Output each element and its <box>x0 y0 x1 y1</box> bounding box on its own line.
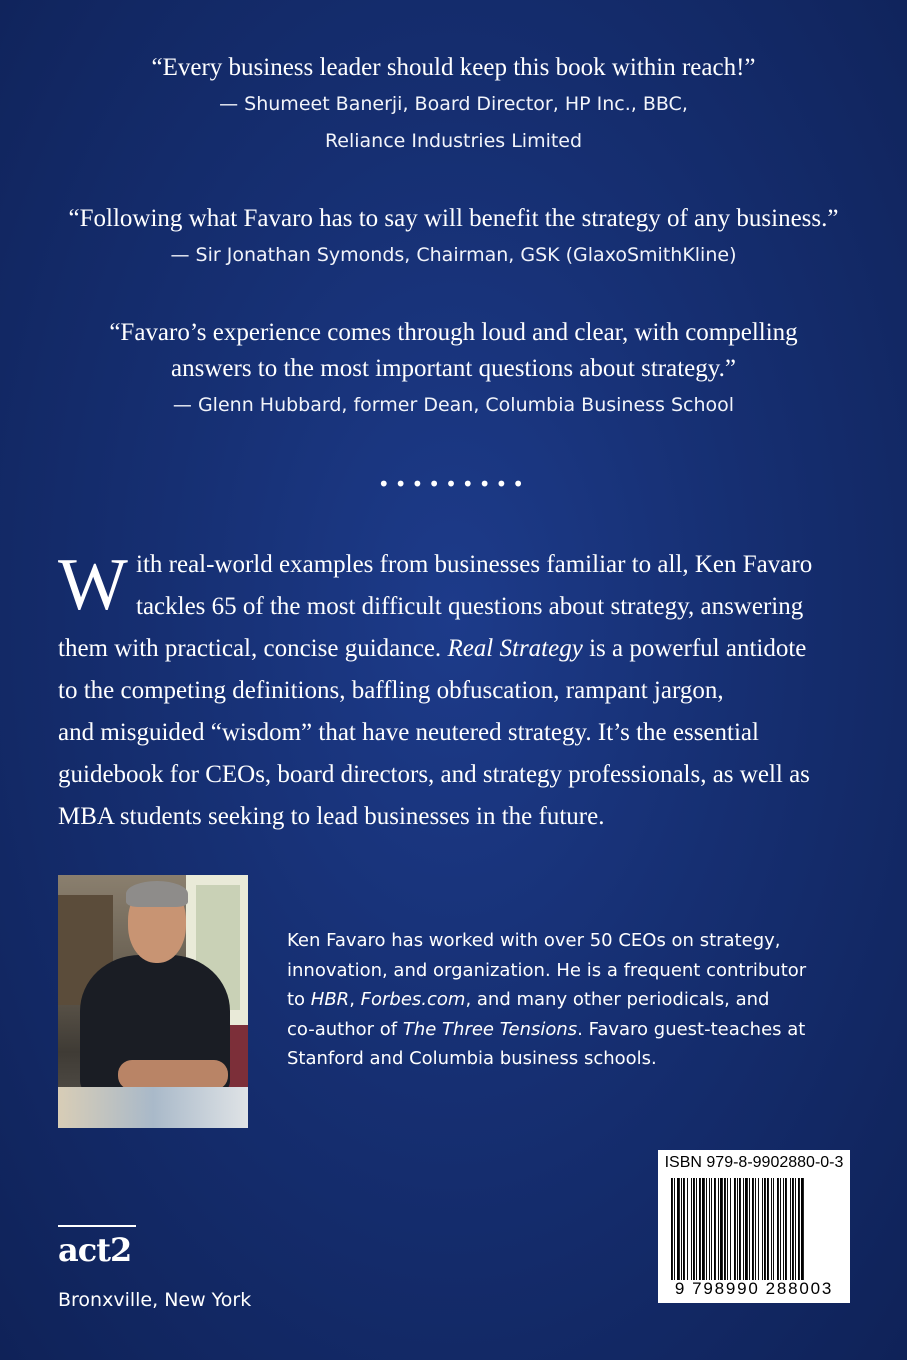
barcode-digits <box>658 1279 850 1299</box>
quote-attribution: — Shumeet Banerji, Board Director, HP Inc., BBC, <box>219 93 688 115</box>
barcode-bar <box>714 1178 716 1280</box>
barcode-bar <box>795 1178 796 1280</box>
description-line: ith real-world examples from businesses familiar to all, Ken Favaro <box>136 551 813 578</box>
quote-text: “Every business leader should keep this book within reach!” <box>151 54 756 81</box>
blurb-quote-2 <box>0 201 907 274</box>
bio-line <box>287 1015 867 1045</box>
bio-text: , and many other periodicals, and <box>465 989 770 1010</box>
description-line: MBA students seeking to lead businesses in the future. <box>58 803 605 830</box>
barcode-bar <box>709 1178 710 1280</box>
barcode-bar <box>798 1178 800 1280</box>
barcode-bar <box>687 1178 688 1280</box>
book-title: The Three Tensions <box>402 1018 578 1040</box>
quote-attribution: Reliance Industries Limited <box>324 130 583 152</box>
quote-text: “Favaro’s experience comes through loud and clear, with compelling <box>109 319 798 346</box>
barcode-bar <box>730 1178 731 1280</box>
author-photo <box>58 875 248 1128</box>
barcode-bars <box>671 1178 839 1280</box>
barcode-bar <box>724 1178 726 1280</box>
description-line: to the competing definitions, baffling obfuscation, rampant jargon, <box>58 677 724 704</box>
description-line: and misguided “wisdom” that have neutered strategy. It’s the essential <box>58 719 759 746</box>
barcode-bar <box>711 1178 712 1280</box>
publisher-city: Bronxville, New York <box>58 1289 252 1311</box>
barcode-bar <box>683 1178 685 1280</box>
barcode-bar <box>785 1178 787 1280</box>
barcode-bar <box>677 1178 680 1280</box>
barcode-bar <box>752 1178 754 1280</box>
quote-attribution: — Sir Jonathan Symonds, Chairman, GSK (GlaxoSmithKline) <box>170 244 737 266</box>
barcode-bar <box>674 1178 675 1280</box>
description-line: tackles 65 of the most difficult questions about strategy, answering <box>136 593 804 620</box>
blurb-quote-1 <box>0 50 907 160</box>
barcode-bar <box>790 1178 791 1280</box>
publisher-rule <box>58 1225 136 1227</box>
publisher-logo: act2 <box>58 1231 132 1269</box>
barcode-bar <box>758 1178 759 1280</box>
bio-line: innovation, and organization. He is a frequent contributor <box>287 959 807 981</box>
barcode-bar <box>696 1178 697 1280</box>
barcode-bar <box>706 1178 707 1280</box>
isbn-barcode <box>658 1150 850 1303</box>
description-text: them with practical, concise guidance. <box>58 635 448 662</box>
description-text: is a powerful antidote <box>582 635 807 662</box>
blurb-quote-3 <box>0 315 907 424</box>
barcode-bar <box>743 1178 744 1280</box>
quote-text: “Following what Favaro has to say will benefit the strategy of any business.” <box>68 205 839 232</box>
barcode-bar <box>693 1178 695 1280</box>
barcode-digit-group: 288003 <box>765 1279 834 1298</box>
publisher-block <box>58 1225 251 1311</box>
section-divider: ••••••••• <box>377 472 530 496</box>
book-title: Real Strategy <box>447 635 583 662</box>
quote-text: answers to the most important questions about strategy.” <box>171 355 736 382</box>
barcode-bar <box>737 1178 738 1280</box>
barcode-bar <box>777 1178 779 1280</box>
barcode-bar <box>720 1178 723 1280</box>
barcode-bar <box>727 1178 728 1280</box>
description-line <box>58 628 858 670</box>
bio-line: Stanford and Columbia business schools. <box>287 1048 657 1069</box>
barcode-digit-group: 9 <box>674 1279 687 1298</box>
barcode-bar <box>771 1178 772 1280</box>
barcode-bar <box>734 1178 736 1280</box>
barcode-bar <box>739 1178 741 1280</box>
barcode-bar <box>691 1178 692 1280</box>
barcode-bar <box>780 1178 781 1280</box>
isbn-label: ISBN 979-8-9902880-0-3 <box>664 1154 844 1171</box>
barcode-bar <box>699 1178 701 1280</box>
barcode-bar <box>681 1178 682 1280</box>
bio-text: . Favaro guest-teaches at <box>577 1018 806 1040</box>
publication-name: HBR <box>310 989 350 1010</box>
bio-text: co-author of <box>287 1018 403 1040</box>
bio-line <box>287 985 867 1015</box>
barcode-bar <box>745 1178 748 1280</box>
publication-name: Forbes.com <box>360 989 466 1010</box>
barcode-bar <box>749 1178 750 1280</box>
barcode-bar <box>762 1178 763 1280</box>
barcode-digit-group: 798990 <box>692 1279 760 1298</box>
barcode-bar <box>764 1178 766 1280</box>
barcode-bar <box>773 1178 774 1280</box>
bio-text: , <box>349 989 361 1010</box>
bio-line: Ken Favaro has worked with over 50 CEOs on strategy, <box>287 930 781 951</box>
author-bio <box>287 926 867 1074</box>
barcode-bar <box>792 1178 794 1280</box>
barcode-bar <box>783 1178 784 1280</box>
bio-text: to <box>287 989 311 1010</box>
barcode-bar <box>801 1178 804 1280</box>
quote-attribution: — Glenn Hubbard, former Dean, Columbia Business School <box>172 394 735 416</box>
barcode-bar <box>671 1178 673 1280</box>
barcode-bar <box>755 1178 756 1280</box>
barcode-bar <box>702 1178 705 1280</box>
drop-cap: W <box>58 544 128 626</box>
description-line: guidebook for CEOs, board directors, and strategy professionals, as well as <box>58 761 810 788</box>
barcode-bar <box>767 1178 769 1280</box>
barcode-bar <box>718 1178 719 1280</box>
book-description <box>58 544 858 838</box>
